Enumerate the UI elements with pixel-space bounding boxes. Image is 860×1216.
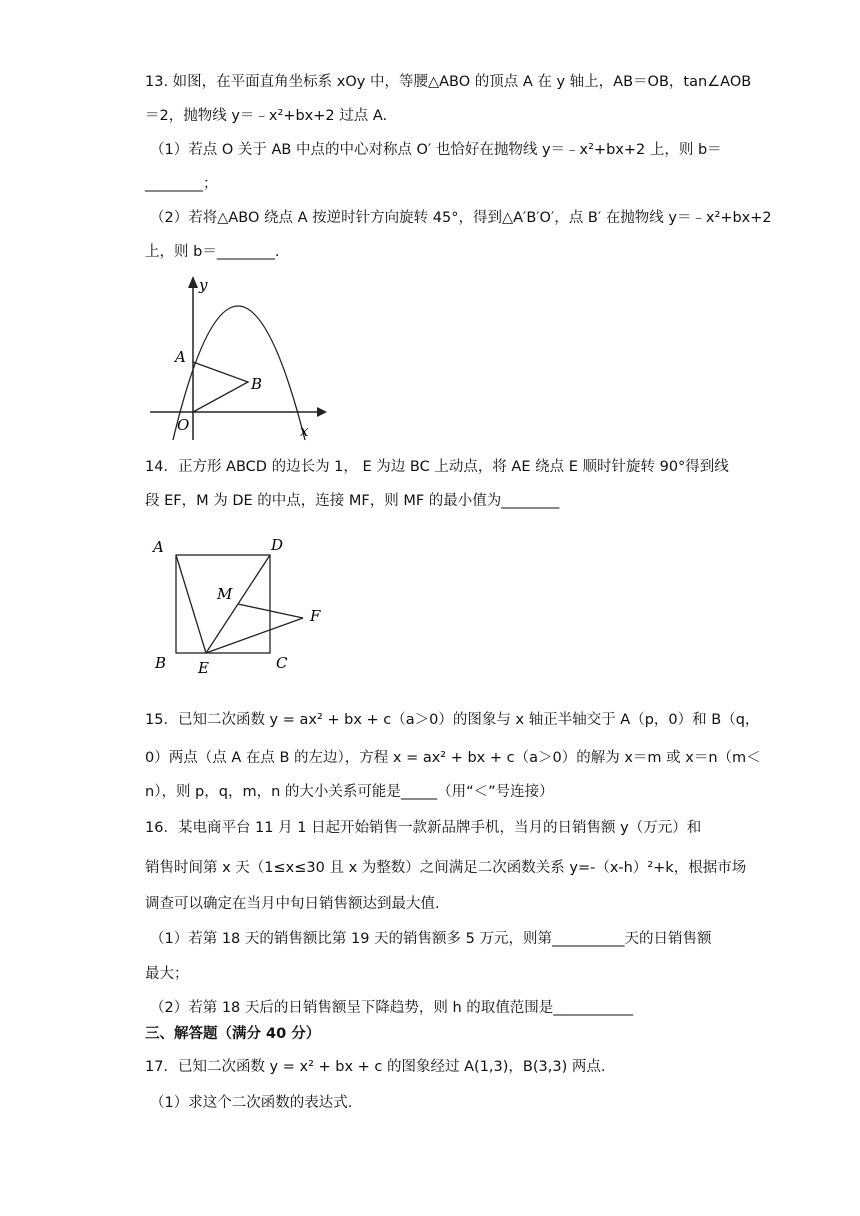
point-e-label: E bbox=[198, 659, 209, 677]
q13-figure bbox=[145, 270, 335, 445]
section-3-heading: 三、解答题（满分 40 分） bbox=[145, 1026, 321, 1042]
point-d-label: D bbox=[271, 536, 284, 554]
point-m-label: M bbox=[217, 585, 233, 603]
q16-line-3: 调查可以确定在当月中旬日销售额达到最大值. bbox=[145, 896, 440, 912]
q15-line-1: 15．已知二次函数 y = ax² + bx + c（a＞0）的图象与 x 轴正半轴交于 A（p，0）和 B（q， bbox=[145, 712, 760, 728]
point-c-label: C bbox=[276, 654, 288, 672]
point-a-label: A bbox=[153, 538, 164, 556]
q16-line-6: （2）若第 18 天后的日销售额呈下降趋势，则 h 的取值范围是___________ bbox=[150, 1000, 634, 1016]
q17-line-2: （1）求这个二次函数的表达式. bbox=[150, 1095, 353, 1111]
triangle-abo bbox=[193, 362, 248, 412]
segment-ef bbox=[206, 618, 303, 653]
q15-line-3: n），则 p，q，m，n 的大小关系可能是_____（用“＜”号连接） bbox=[145, 784, 554, 800]
point-f-label: F bbox=[310, 607, 321, 625]
y-axis-label: y bbox=[199, 276, 208, 294]
q14-line-2: 段 EF，M 为 DE 的中点，连接 MF，则 MF 的最小值为________ bbox=[145, 493, 560, 509]
y-axis-arrow bbox=[188, 276, 198, 288]
q16-line-5: 最大； bbox=[145, 966, 189, 982]
q13-line-2: ＝2，抛物线 y＝﹣x²+bx+2 过点 A. bbox=[145, 108, 388, 124]
point-o-label: O bbox=[177, 416, 190, 434]
q13-line-4: ________； bbox=[145, 176, 218, 192]
point-b-label: B bbox=[155, 654, 167, 672]
q14-line-1: 14．正方形 ABCD 的边长为 1， E 为边 BC 上动点，将 AE 绕点 E 顺时针旋转 90°得到线 bbox=[145, 459, 729, 475]
q13-line-3: （1）若点 O 关于 AB 中点的中心对称点 O′ 也恰好在抛物线 y＝﹣x²+bx+2 上，则 b＝ bbox=[150, 142, 722, 158]
q13-line-1: 13. 如图，在平面直角坐标系 xOy 中，等腰△ABO 的顶点 A 在 y 轴上，AB＝OB，tan∠AOB bbox=[145, 74, 752, 90]
q15-line-2: 0）两点（点 A 在点 B 的左边），方程 x = ax² + bx + c（a＞0）的解为 x＝m 或 x＝n（m＜ bbox=[145, 750, 761, 766]
q13-line-5: （2）若将△ABO 绕点 A 按逆时针方向旋转 45°，得到△A′B′O′，点 B′ 在抛物线 y＝﹣x²+bx+2 bbox=[150, 210, 772, 226]
segment-ae bbox=[176, 555, 206, 653]
q16-line-4: （1）若第 18 天的销售额比第 19 天的销售额多 5 万元，则第__________天的日销售额 bbox=[150, 931, 712, 947]
point-a-label: A bbox=[175, 348, 186, 366]
square-abcd bbox=[176, 555, 270, 653]
point-b-label: B bbox=[251, 375, 263, 393]
q17-line-1: 17．已知二次函数 y = x² + bx + c 的图象经过 A(1,3)，B(3,3) 两点. bbox=[145, 1059, 606, 1075]
q13-line-6: 上，则 b＝________. bbox=[145, 244, 280, 260]
x-axis-arrow bbox=[317, 407, 327, 417]
x-axis-label: x bbox=[300, 422, 309, 440]
q14-figure bbox=[145, 528, 345, 680]
q16-line-2: 销售时间第 x 天（1≤x≤30 且 x 为整数）之间满足二次函数关系 y=-（x-h）²+k，根据市场 bbox=[145, 860, 747, 876]
q16-line-1: 16．某电商平台 11 月 1 日起开始销售一款新品牌手机，当月的日销售额 y（万元）和 bbox=[145, 820, 702, 836]
